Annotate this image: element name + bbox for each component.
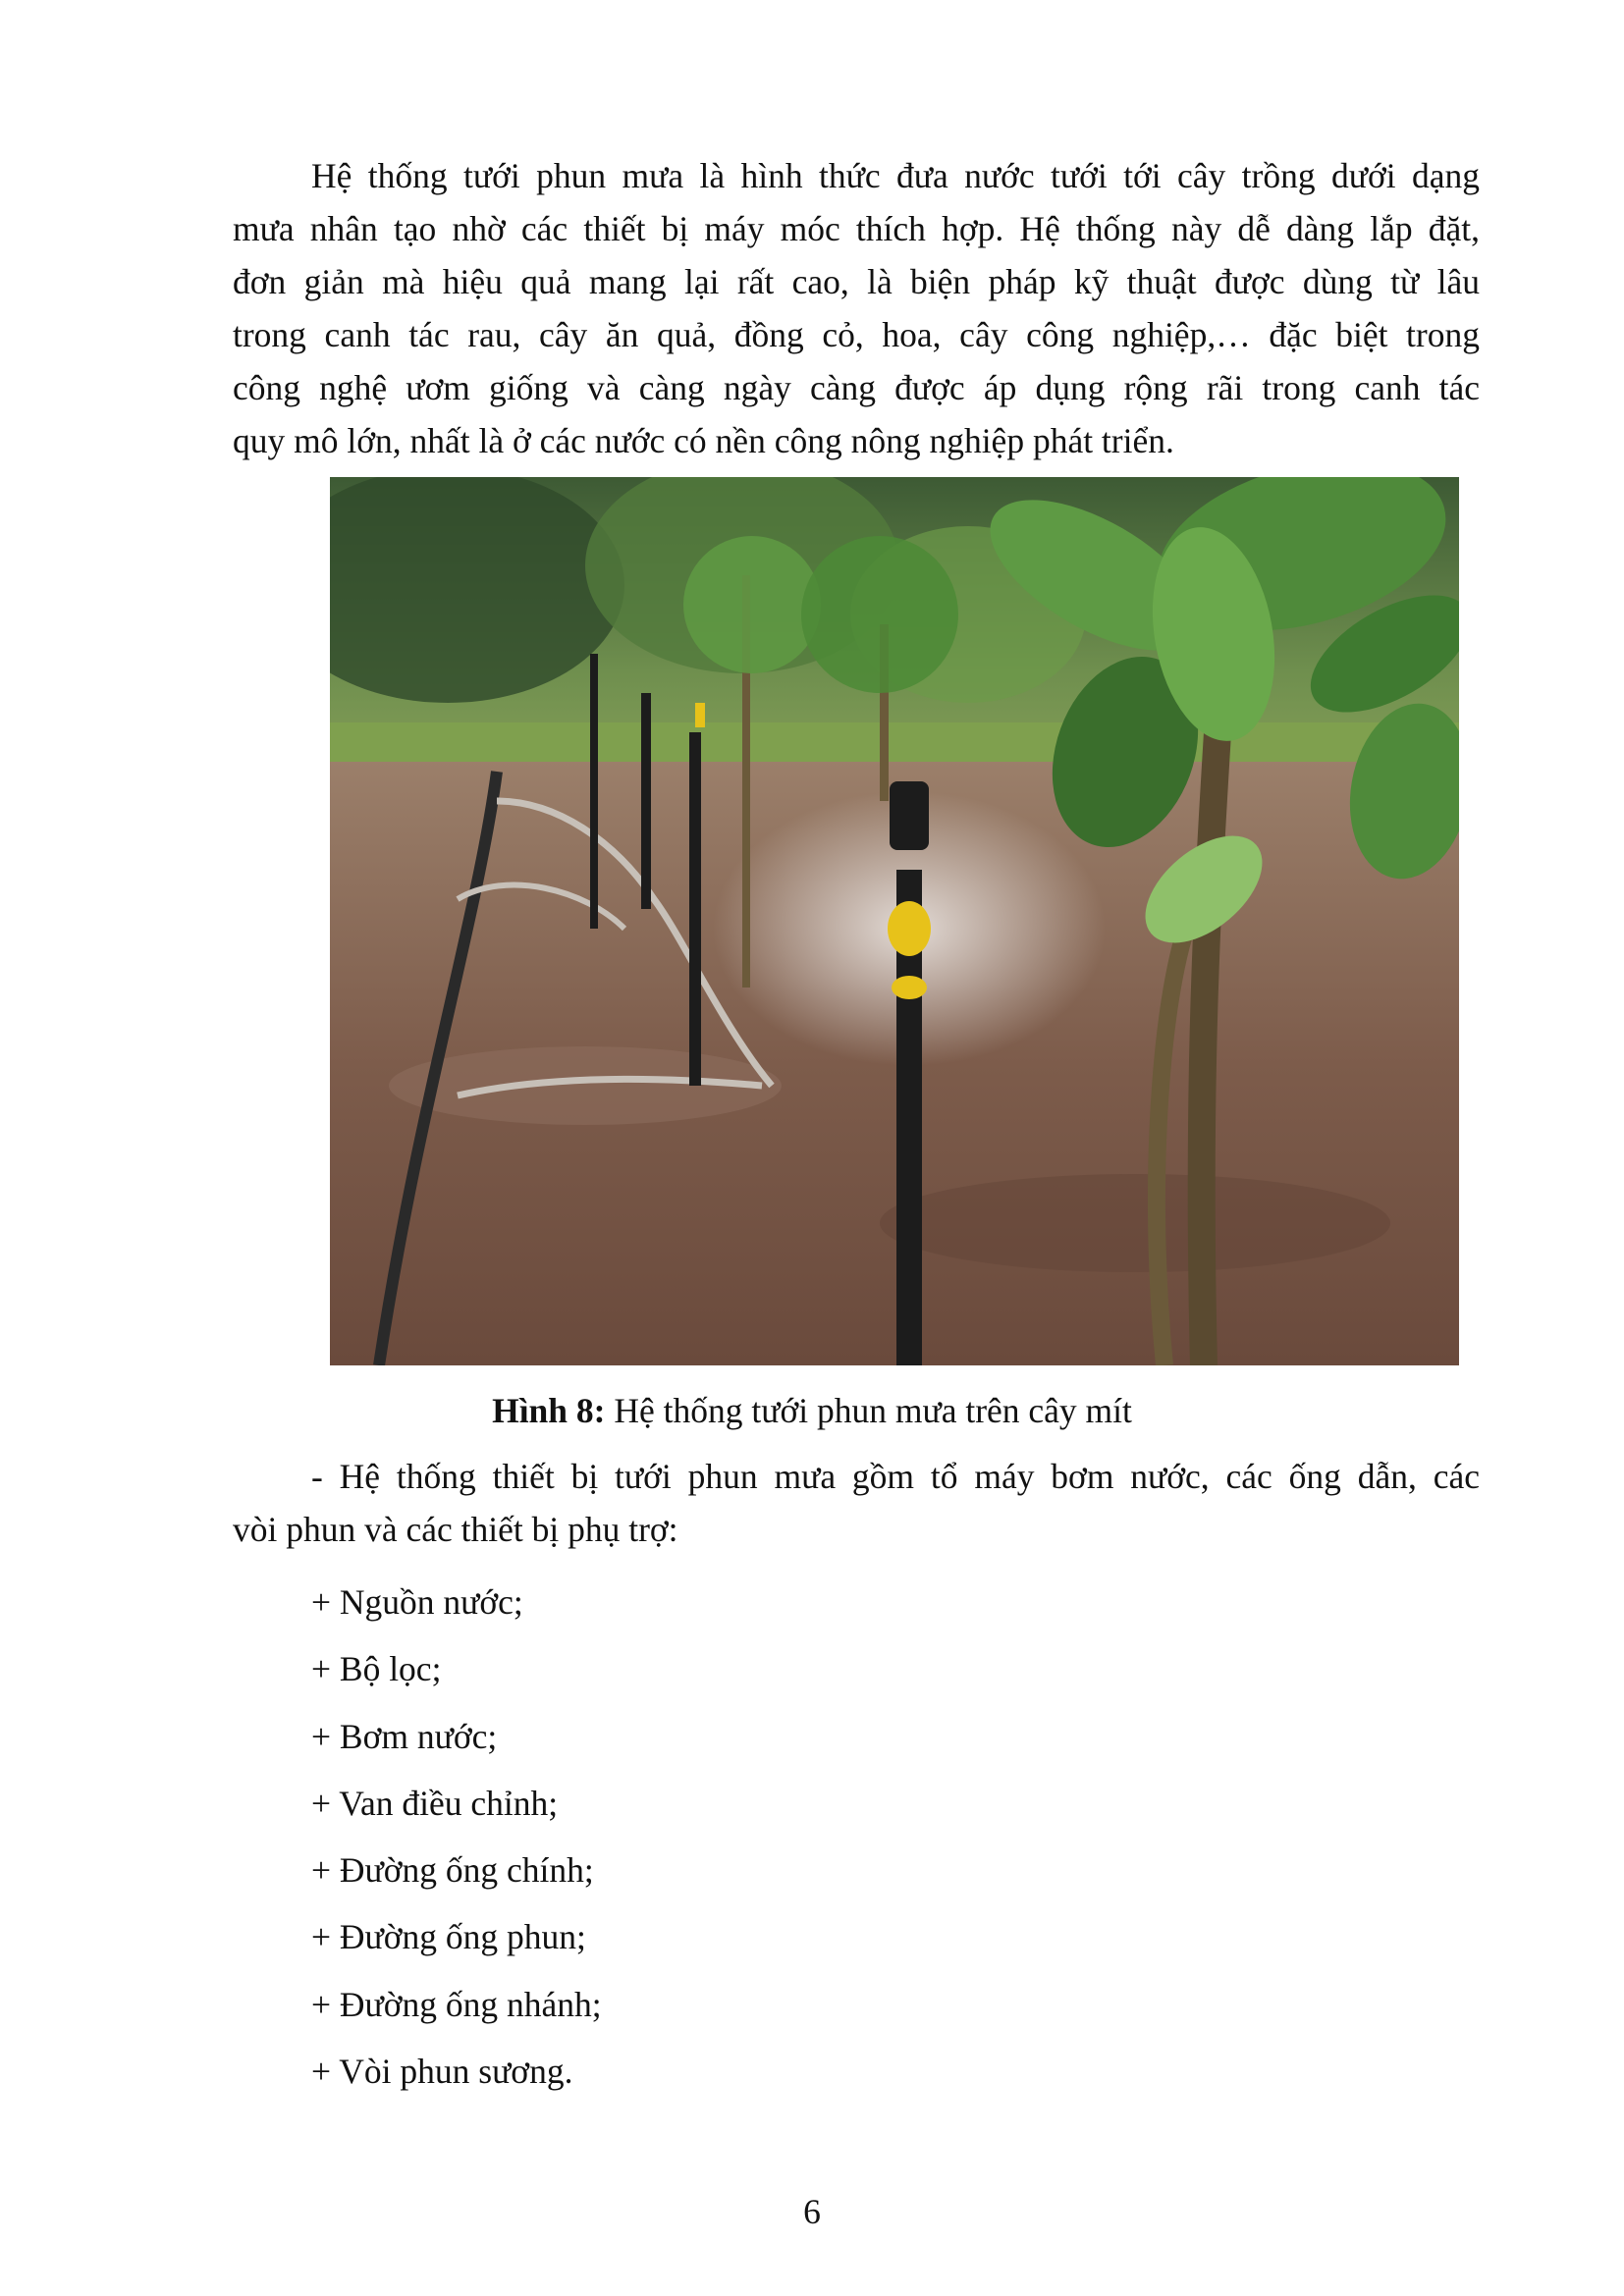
list-item: + Đường ống phun; <box>311 1917 586 1957</box>
intro-line: trong canh tác rau, cây ăn quả, đồng cỏ, hoa, cây công nghiệp,… đặc biệt trong <box>233 315 1480 354</box>
intro-paragraph <box>233 149 1480 467</box>
list-item: + Bơm nước; <box>311 1716 498 1756</box>
list-item: + Nguồn nước; <box>311 1582 523 1622</box>
intro-line: Hệ thống tưới phun mưa là hình thức đưa nước tưới tới cây trồng dưới dạng <box>311 156 1480 195</box>
sprinkler-photo <box>330 477 1459 1365</box>
list-item: + Đường ống nhánh; <box>311 1984 602 2024</box>
list-intro-line: - Hệ thống thiết bị tưới phun mưa gồm tổ máy bơm nước, các ống dẫn, các <box>311 1457 1480 1496</box>
caption-label: Hình 8: <box>492 1391 606 1430</box>
intro-line: mưa nhân tạo nhờ các thiết bị máy móc thích hợp. Hệ thống này dễ dàng lắp đặt, <box>233 209 1480 248</box>
list-item: + Bộ lọc; <box>311 1649 442 1689</box>
list-intro-line: vòi phun và các thiết bị phụ trợ: <box>233 1510 678 1549</box>
page-number: 6 <box>803 2192 821 2231</box>
list-item: + Đường ống chính; <box>311 1850 594 1891</box>
list-item: + Van điều chỉnh; <box>311 1783 559 1823</box>
list-intro-paragraph <box>233 1450 1480 1556</box>
intro-line: công nghệ ươm giống và càng ngày càng được áp dụng rộng rãi trong canh tác <box>233 368 1480 407</box>
sprinkler-illustration <box>330 477 1459 1365</box>
component-list <box>311 1575 602 2111</box>
list-item: + Vòi phun sương. <box>311 2052 573 2092</box>
figure-caption <box>0 1384 1624 1437</box>
intro-line: quy mô lớn, nhất là ở các nước có nền công nông nghiệp phát triển. <box>233 421 1174 460</box>
intro-line: đơn giản mà hiệu quả mang lại rất cao, là biện pháp kỹ thuật được dùng từ lâu <box>233 262 1480 301</box>
caption-text: Hệ thống tưới phun mưa trên cây mít <box>605 1391 1132 1430</box>
